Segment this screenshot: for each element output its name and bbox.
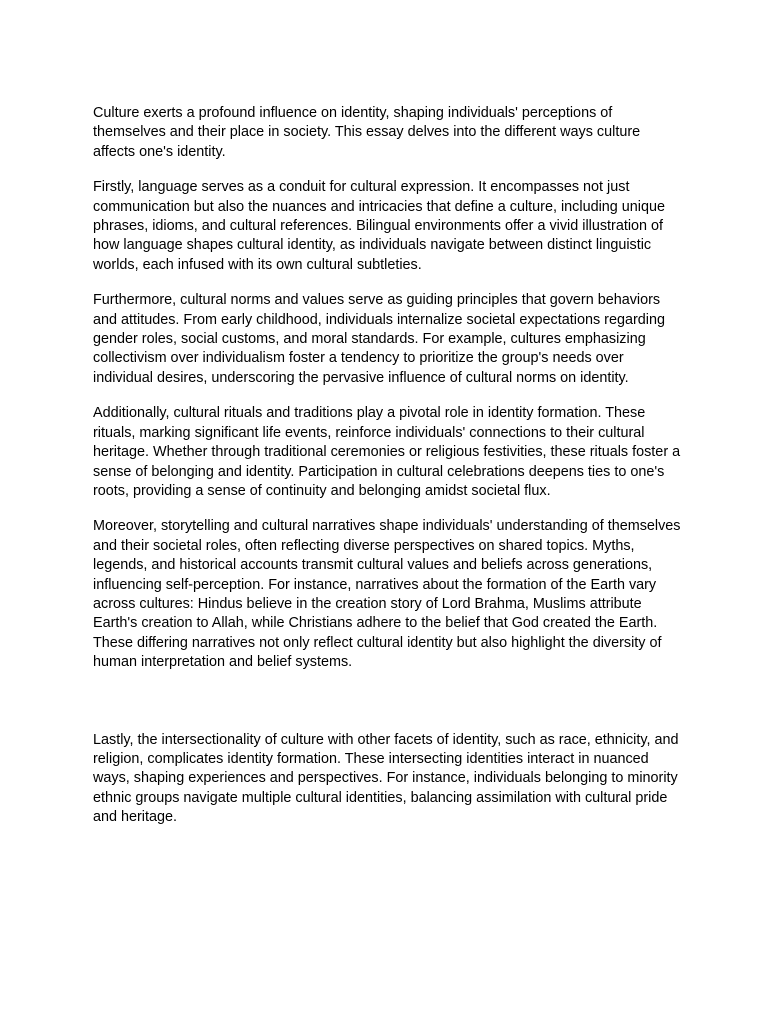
paragraph-intro: Culture exerts a profound influence on identity, shaping individuals' perceptions of themselves and their place in society. This essay delves into the different ways culture affects one's identity. — [93, 105, 641, 160]
document-body — [93, 104, 683, 844]
paragraph-rituals: Additionally, cultural rituals and traditions play a pivotal role in identity formation. These rituals, marking significant life events, reinforce individuals' connections to their cultural heritage. Whether through traditional ceremonies or religious festivities, these rituals foster a sense of belonging and identity. Participation in cultural celebrations deepens ties to one's roots, providing a sense of continuity and belonging amidst societal flux. — [93, 405, 681, 499]
paragraph-language: Firstly, language serves as a conduit for cultural expression. It encompasses not just communication but also the nuances and intricacies that define a culture, including unique phrases, idioms, and cultural references. Bilingual environments offer a vivid illustration of how language shapes cultural identity, as individuals navigate between distinct linguistic worlds, each infused with its own cultural subtleties. — [93, 179, 665, 273]
paragraph-storytelling: Moreover, storytelling and cultural narratives shape individuals' understanding of themselves and their societal roles, often reflecting diverse perspectives on shared topics. Myths, legends, and historical accounts transmit cultural values and beliefs across generations, influencing self-perception. For instance, narratives about the formation of the Earth vary across cultures: Hindus believe in the creation story of Lord Brahma, Muslims attribute Earth's creation to Allah, while Christians adhere to the belief that God created the Earth. These differing narratives not only reflect cultural identity but also highlight the diversity of human interpretation and belief systems. — [93, 518, 681, 671]
paragraph-intersectionality: Lastly, the intersectionality of culture with other facets of identity, such as race, ethnicity, and religion, complicates identity formation. These intersecting identities interact in nuanced ways, shaping experiences and perspectives. For instance, individuals belonging to minority ethnic groups navigate multiple cultural identities, balancing assimilation with cultural pride and heritage. — [93, 731, 679, 826]
paragraph-norms-values: Furthermore, cultural norms and values serve as guiding principles that govern behaviors and attitudes. From early childhood, individuals internalize societal expectations regarding gender roles, social customs, and moral standards. For example, cultures emphasizing collectivism over individualism foster a tendency to prioritize the group's needs over individual desires, underscoring the pervasive influence of cultural norms on identity. — [93, 292, 665, 386]
